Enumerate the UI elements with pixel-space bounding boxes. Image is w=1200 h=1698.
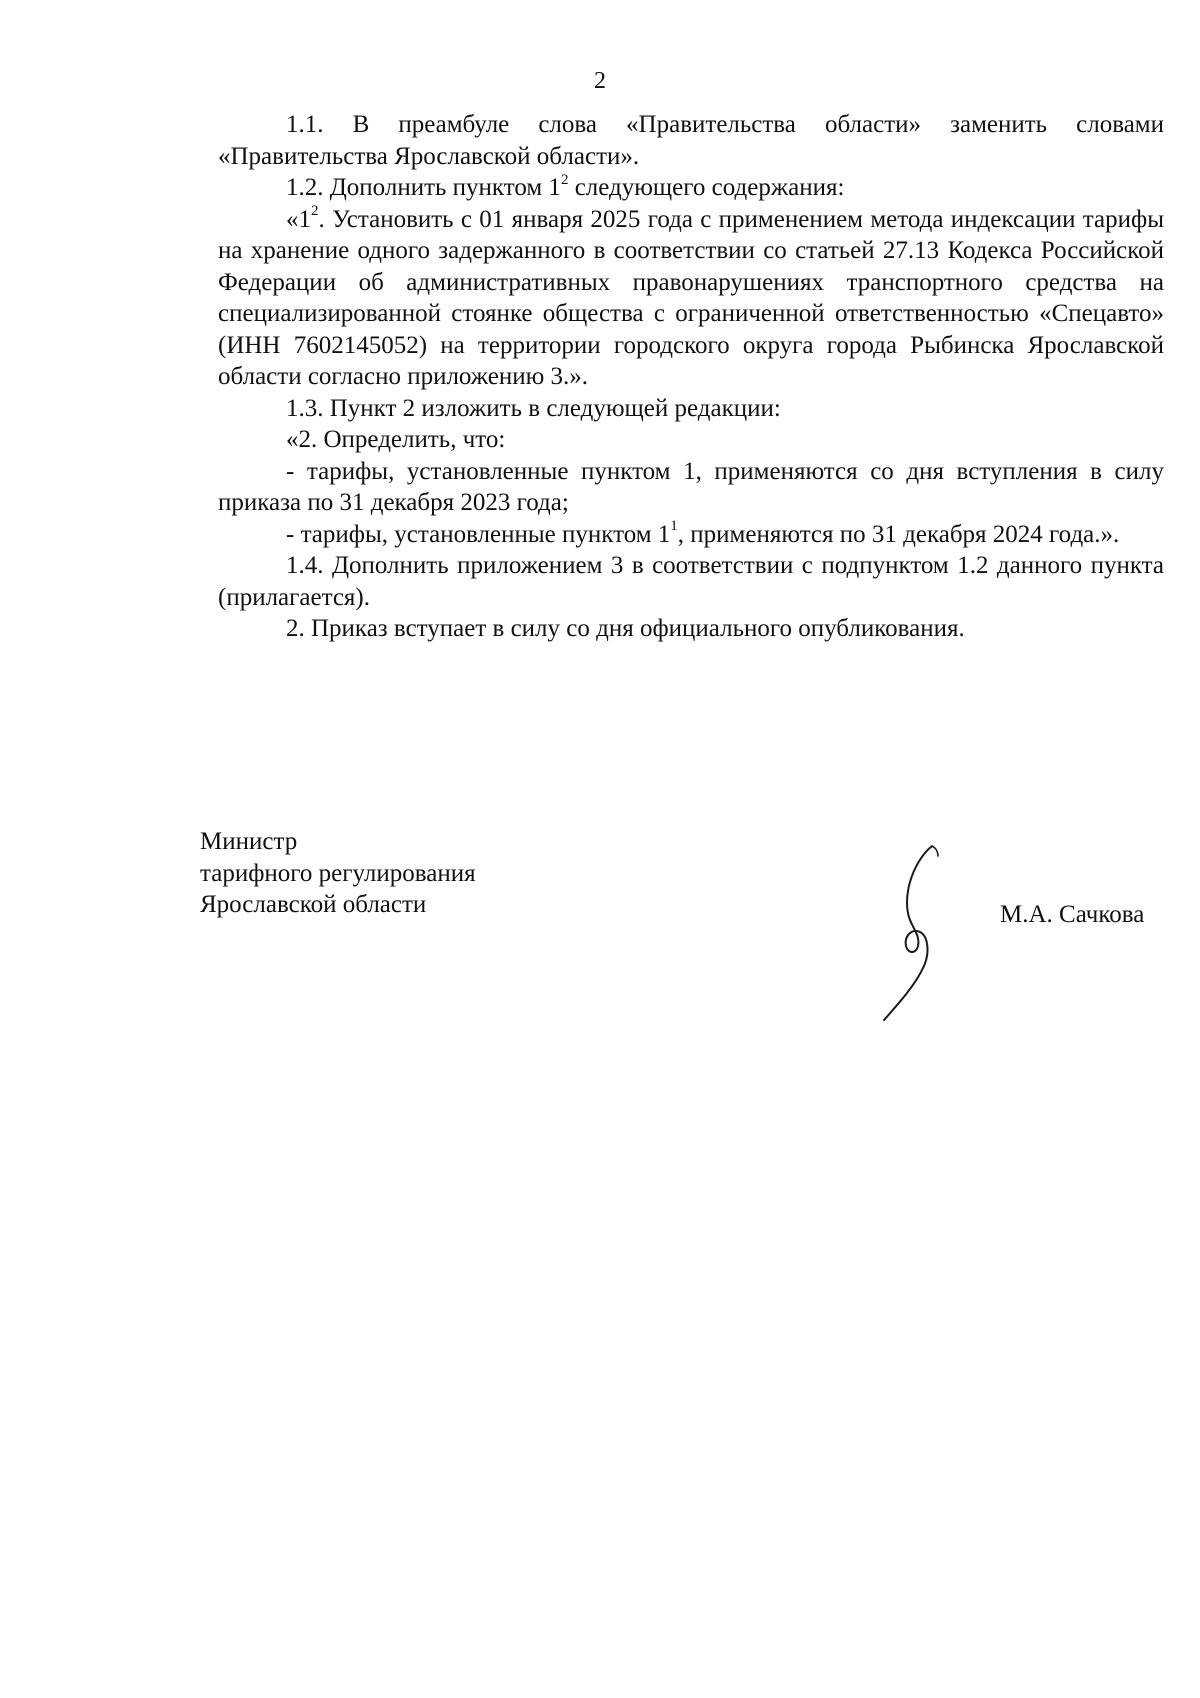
paragraph-1-4: 1.4. Дополнить приложением 3 в соответствии с подпунктом 1.2 данного пункта (прилагается). [218,552,1164,611]
superscript: 1 [670,518,678,535]
paragraph-1-2-tail: следующего содержания: [568,174,845,201]
paragraph-2: 2. Приказ вступает в силу со дня официального опубликования. [286,615,965,642]
paragraph-insertion-start: «1 [286,205,311,233]
signatory-title [200,826,476,921]
handwritten-signature [860,840,970,1025]
paragraph-1-1: 1.1. В преамбуле слова «Правительства области» заменить словами «Правительства Ярославской области». [218,111,1164,170]
signatory-title-line-1: Министр [200,828,298,855]
list-item-2-tail: , применяются по 31 декабря 2024 года.». [677,520,1120,548]
paragraph-clause-2: «2. Определить, что: [286,426,506,453]
signatory-title-line-3: Ярославской области [200,891,427,918]
page-number: 2 [594,68,606,94]
paragraph-1-3: 1.3. Пункт 2 изложить в следующей редакции: [286,394,781,422]
paragraph-list-item-2 [218,519,1164,551]
signatory-name: М.А. Сачкова [1000,901,1145,928]
superscript: 2 [311,203,319,220]
signatory-title-line-2: тарифного регулирования [200,859,476,887]
list-item-2-text: - тарифы, установленные пунктом 1 [286,520,671,548]
paragraph-1-2-text: 1.2. Дополнить пунктом 1 [286,174,561,201]
superscript: 2 [560,171,569,188]
paragraph-insertion [218,204,1164,393]
paragraph-insertion-text: . Установить с 01 января 2025 года с применением метода индексации тарифы на хранение одного задержанного в соответствии со статьей 27.13 Кодекса Российской Федерации об административных правонарушениях транспортного средства на специализированной стоянке общества с ограниченной ответственностью «Спецавто» (ИНН 7602145052) на территории городского округа города Рыбинска Ярославской области согласно приложению 3.». [218,205,1164,390]
paragraph-1-2 [218,172,1164,204]
paragraph-list-item-1: - тарифы, установленные пунктом 1, применяются со дня вступления в силу приказа по 31 декабря 2023 года; [218,457,1164,516]
document-body [218,109,1164,645]
